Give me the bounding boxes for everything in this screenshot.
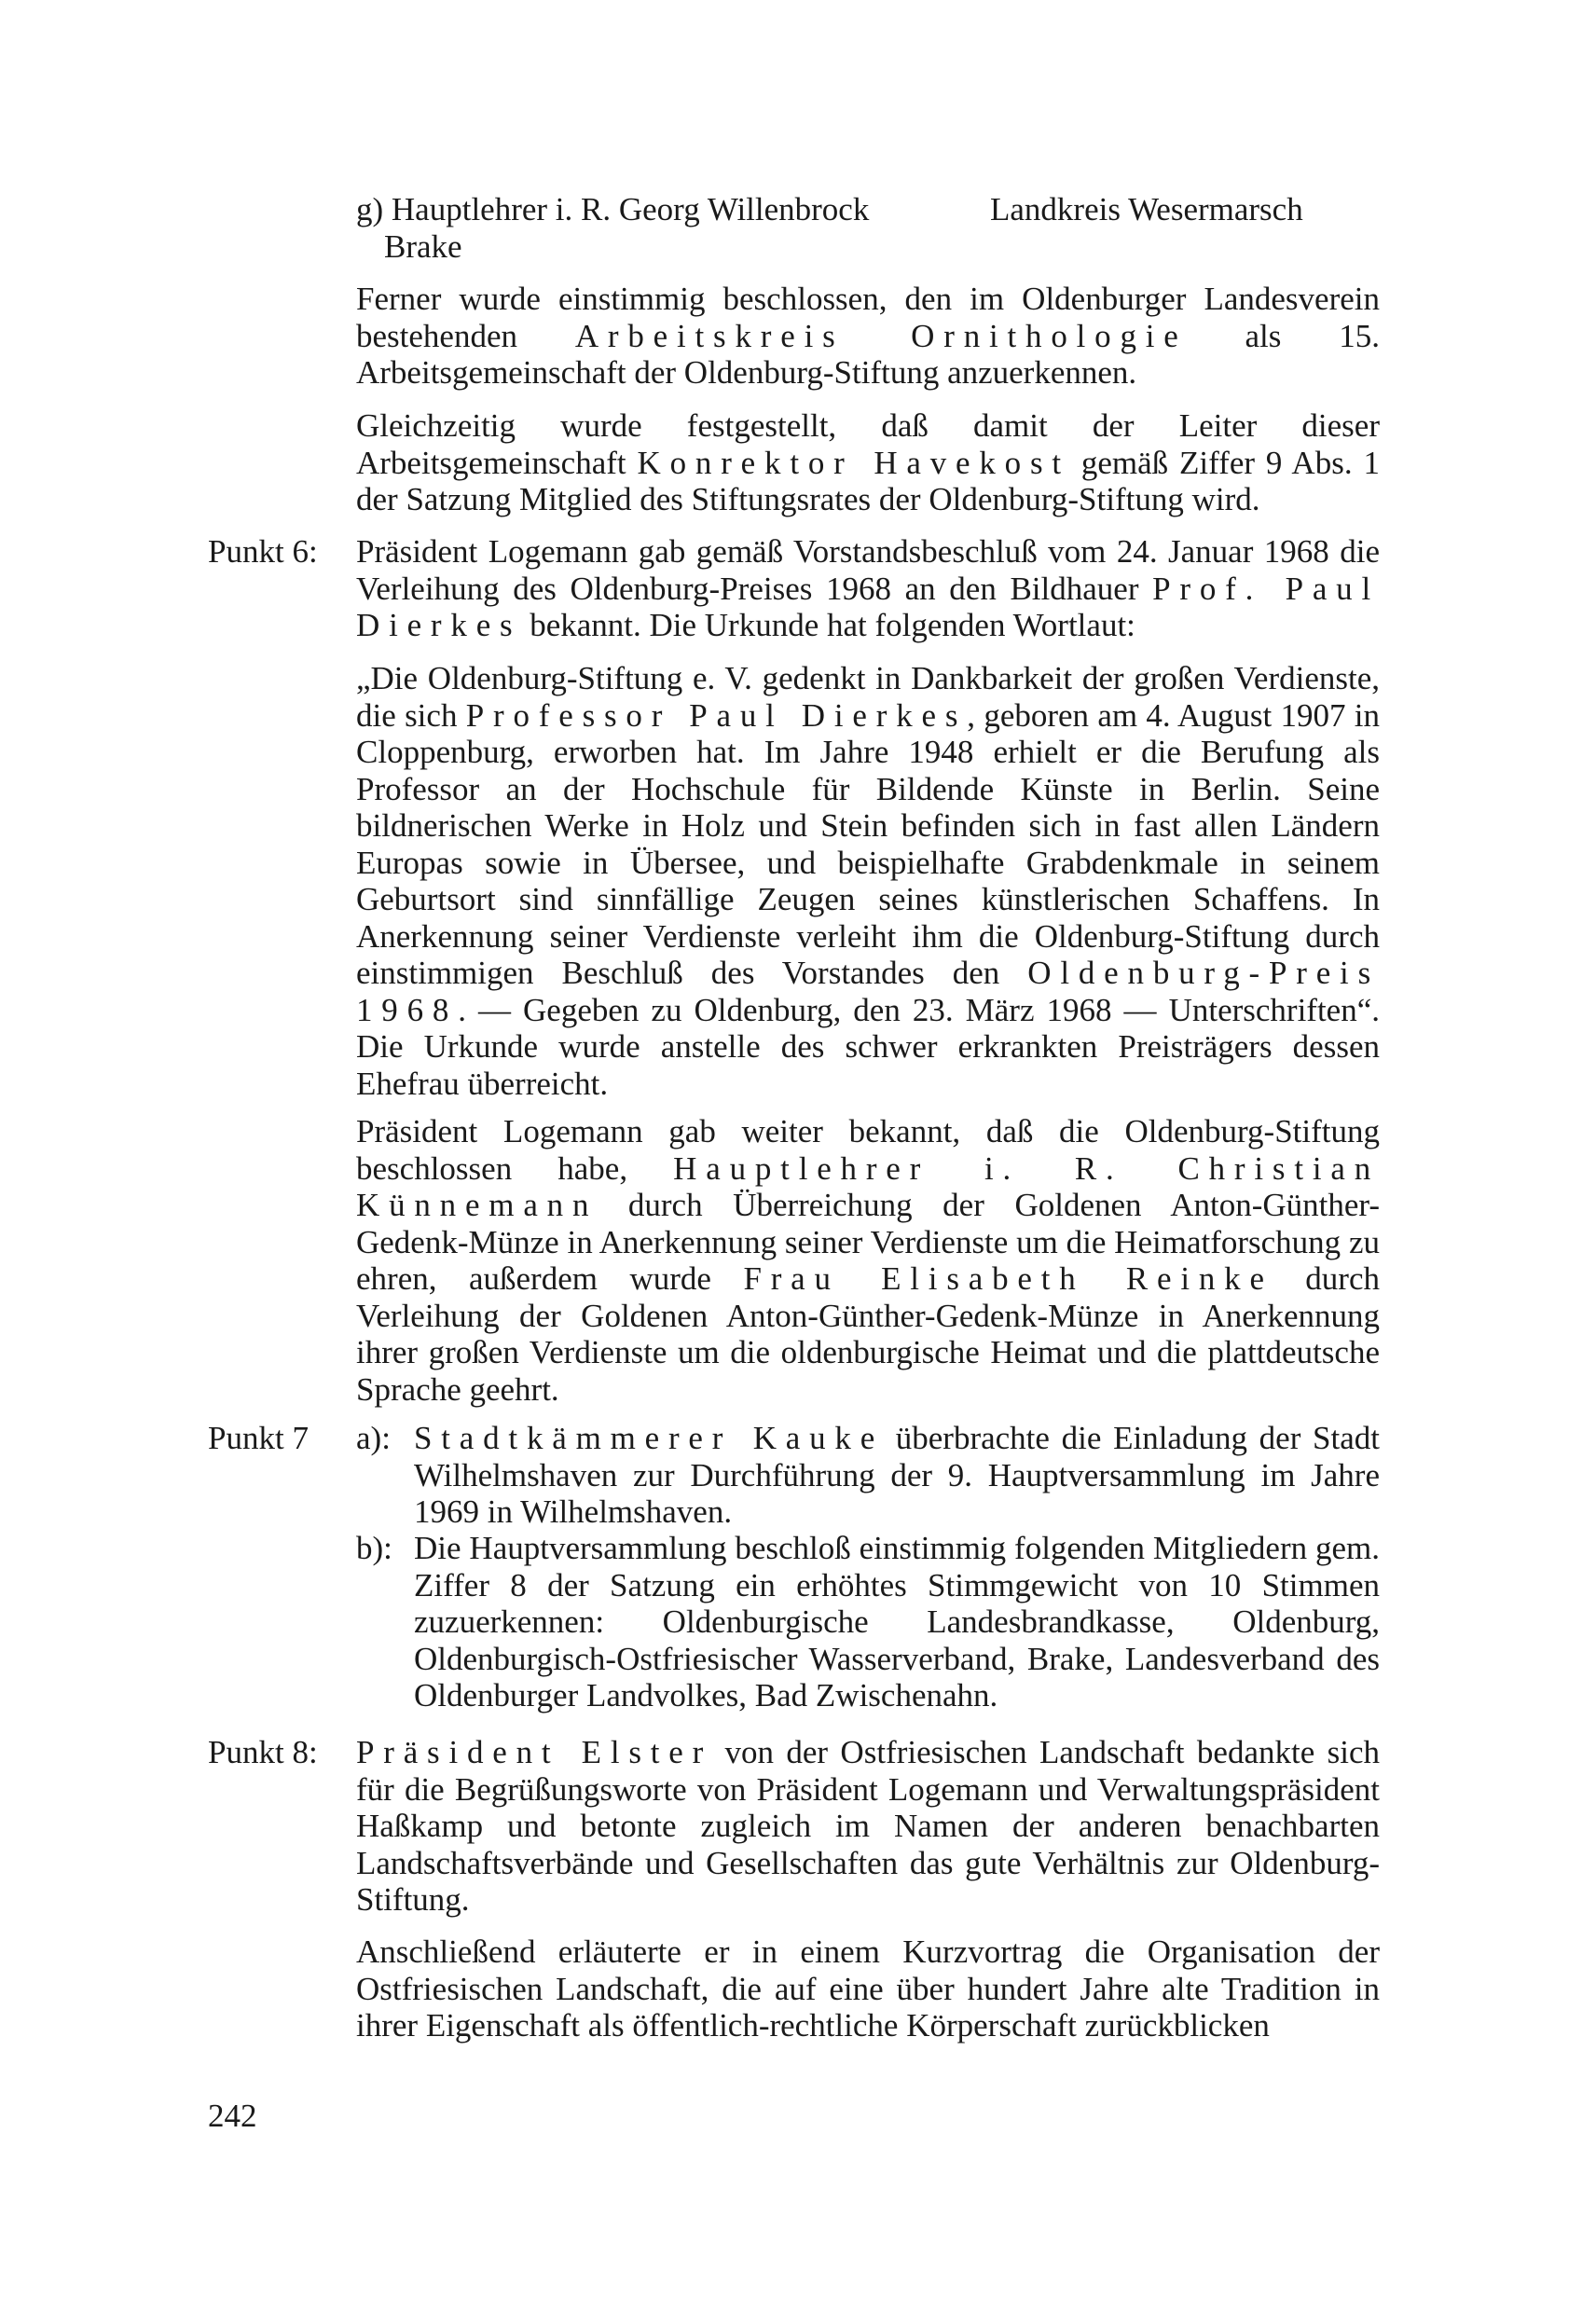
spaced-name: Arbeitskreis Ornithologie [574,317,1188,354]
spaced-name: Präsident Elster [356,1734,713,1770]
paragraph-text [356,281,1380,392]
item-b-letter: b): [356,1530,392,1566]
paragraph-leiter [356,407,1380,518]
text-run: Präsident Logemann gab gemäß Vorstandsbeschluß vom 24. Januar 1968 die Verleihung des Oldenburg-Preises 1968 an den Bildhauer [356,533,1380,607]
punkt-8-label: Punkt 8: [208,1734,318,1770]
item-a-text [414,1420,1380,1531]
text-run: Gleichzeitig wurde festgestellt, daß damit der Leiter dieser Arbeitsgemeinschaft [356,407,1380,481]
paragraph-text [356,660,1380,1102]
spaced-name: Frau Elisabeth Reinke [743,1260,1273,1297]
list-item-g-continuation: Brake [384,228,462,265]
text-run: durch Verleihung der Goldenen Anton-Günther-Gedenk-Münze in Anerkennung ihrer großen Verdienste um die oldenburgische Heimat und die plattdeutsche Sprache geehrt. [356,1260,1380,1408]
urkunde-quote [356,660,1380,1102]
punkt-8-text [356,1734,1380,1919]
paragraph-text: Anschließend erläuterte er in einem Kurzvortrag die Organisation der Ostfriesischen Landschaft, die auf eine über hundert Jahre alte Tradition in ihrer Eigenschaft als öffentlich-rechtliche Körperschaft zurückblicken [356,1934,1380,2044]
punkt-6-text [356,533,1380,644]
text-run: Präsident Logemann gab weiter bekannt, daß die Oldenburg-Stiftung beschlossen habe, [356,1113,1380,1187]
spaced-name: Oldenburg-Preis 1968 [356,955,1380,1028]
text-run: gemäß Ziffer 9 Abs. 1 der Satzung Mitglied des Stiftungsrates der Oldenburg-Stiftung wird. [356,444,1380,517]
paragraph-kurzvortrag [356,1934,1380,2044]
spaced-name: Professor Paul Dierkes [465,696,968,734]
text-run: überbrachte die Einladung der Stadt Wilhelmshaven zur Durchführung der 9. Hauptversammlung im Jahre 1969 in Wilhelmshaven. [414,1420,1380,1530]
item-b-text: Die Hauptversammlung beschloß einstimmig folgenden Mitgliedern gem. Ziffer 8 der Satzung ein erhöhtes Stimmgewicht von 10 Stimmen zuzuerkennen: Oldenburgische Landesbrandkasse, Oldenburg, Oldenburgisch-Ostfriesischer Wasserverband, Brake, Landesverband des Oldenburger Landvolkes, Bad Zwischenahn. [414,1530,1380,1713]
text-run: , geboren am 4. August 1907 in Cloppenburg, erworben hat. Im Jahre 1948 erhielt er die Berufung als Professor an der Hochschule für Bildende Künste in Berlin. Seine bildnerischen Werke in Holz und Stein befinden sich in fast allen Ländern Europas sowie in Übersee, und beispielhafte Grabdenkmale in seinem Geburtsort sind sinnfällige Zeugen seines künstlerischen Schaffens. In Anerkennung seiner Verdienste verleiht ihm die Oldenburg-Stiftung durch einstimmigen Beschluß des Vorstandes den [356,696,1381,991]
paragraph-text [356,1113,1380,1408]
text-run: bekannt. Die Urkunde hat folgenden Wortlaut: [521,607,1135,643]
paragraph-text [356,533,1380,644]
text-run: als 15. Arbeitsgemeinschaft der Oldenburg-Stiftung anzuerkennen. [356,317,1380,391]
paragraph-ehrungen [356,1113,1380,1408]
spaced-name: Stadtkämmerer Kauke [414,1420,885,1456]
text-run: durch Überreichung der Goldenen Anton-Günther-Gedenk-Münze in Anerkennung seiner Verdienste um die Heimatforschung zu ehren, außerdem wurde [356,1187,1380,1297]
text-run: „Die Oldenburg-Stiftung e. V. gedenkt in Dankbarkeit der großen Verdienste, die sich [356,660,1380,734]
item-a-letter: a): [356,1420,391,1456]
paragraph-text [356,1734,1380,1919]
page-number: 242 [208,2098,257,2134]
punkt-7-label: Punkt 7 [208,1420,309,1456]
list-item-g [356,191,1380,228]
punkt-6-label: Punkt 6: [208,533,318,570]
spaced-name: Hauptlehrer i. R. Christian Künnemann [356,1149,1380,1223]
spaced-name: Prof. Paul Dierkes [356,570,1380,643]
text-run: von der Ostfriesischen Landschaft bedankte sich für die Begrüßungsworte von Präsident Logemann und Verwaltungspräsident Haßkamp und betonte zugleich im Namen der anderen benachbarten Landschaftsverbände und Gesellschaften das gute Verhältnis zur Oldenburg-Stiftung. [356,1734,1381,1918]
list-item-g-district: Landkreis Wesermarsch [990,191,1303,227]
spaced-name: Konrektor Havekost [637,444,1070,481]
text-run: Ferner wurde einstimmig beschlossen, den im Oldenburger Landesverein bestehenden [356,281,1380,354]
paragraph-text [356,407,1380,518]
list-item-g-name: g) Hauptlehrer i. R. Georg Willenbrock [356,191,870,227]
text-run: . — Gegeben zu Oldenburg, den 23. März 1968 — Unterschriften“. Die Urkunde wurde anstelle des schwer erkrankten Preisträgers dessen Ehefrau überreicht. [356,991,1380,1102]
paragraph-arbeitskreis [356,281,1380,392]
